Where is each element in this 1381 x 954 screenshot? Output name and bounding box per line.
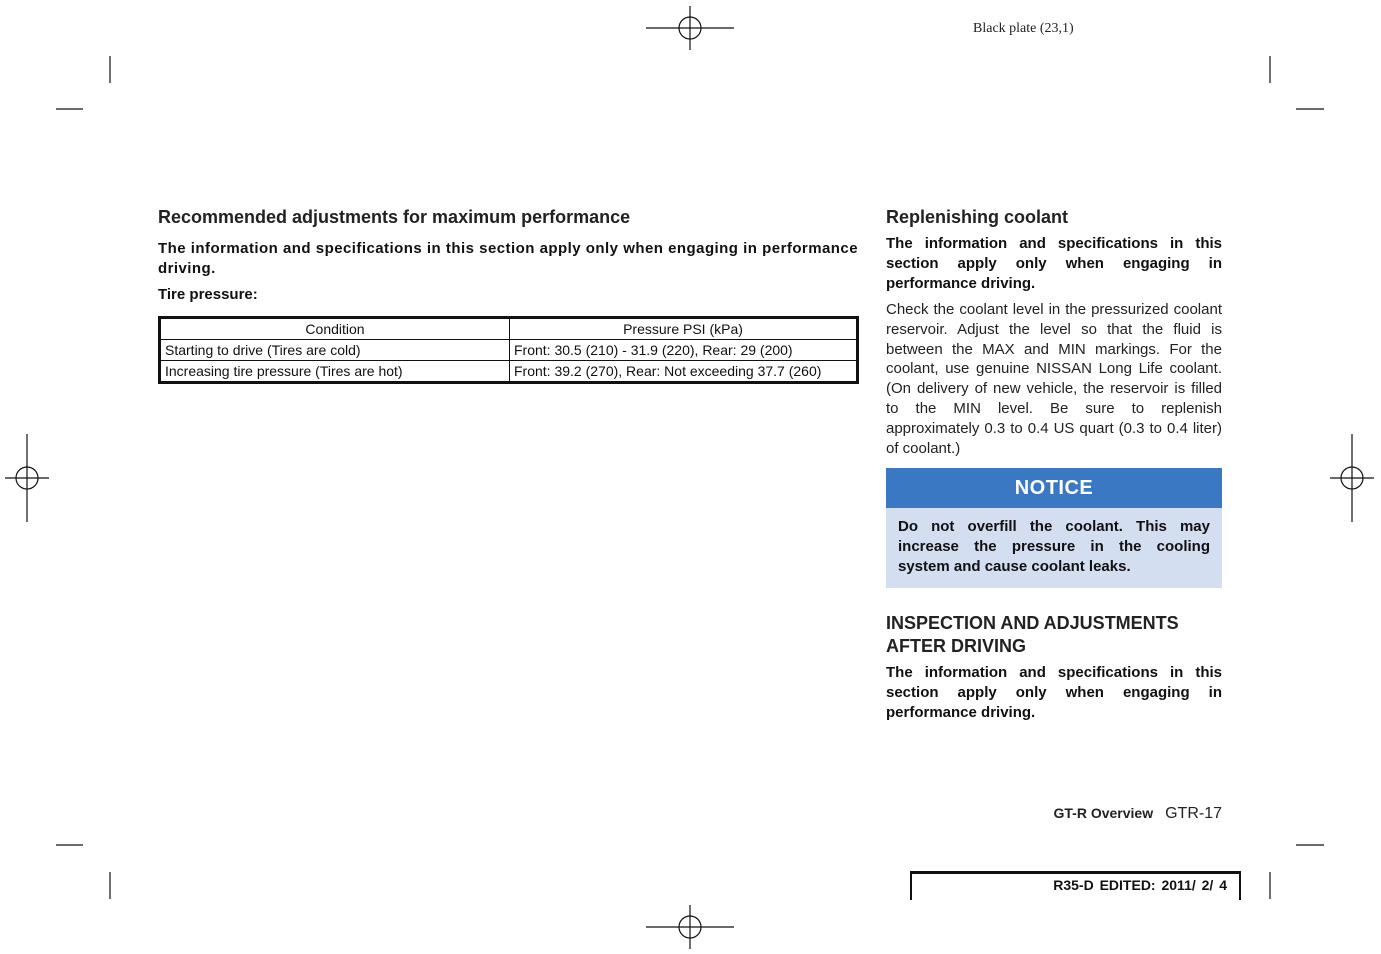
section-heading-inspection	[886, 612, 1222, 658]
table-cell: Increasing tire pressure (Tires are hot)	[160, 361, 510, 383]
registration-mark-left	[5, 434, 49, 522]
registration-mark-bottom	[646, 905, 734, 949]
registration-mark-right	[1330, 434, 1374, 522]
section-heading-coolant: Replenishing coolant	[886, 207, 1069, 227]
table-row	[160, 361, 858, 383]
table-cell: Starting to drive (Tires are cold)	[160, 340, 510, 361]
page-number: GTR-17	[1165, 805, 1222, 822]
column-header-pressure: Pressure PSI (kPa)	[510, 318, 858, 340]
tire-pressure-label: Tire pressure:	[158, 286, 258, 303]
edit-stamp-box	[910, 871, 1241, 900]
coolant-intro: The information and specifications in this section apply only when engaging in performance driving.	[886, 235, 1222, 292]
footer-section-name: GT-R Overview	[1053, 805, 1154, 821]
table-row	[160, 340, 858, 361]
table-cell: Front: 30.5 (210) - 31.9 (220), Rear: 29 (200)	[510, 340, 858, 361]
registration-mark-top	[646, 6, 734, 50]
notice-text: Do not overfill the coolant. This may increase the pressure in the cooling system and cause coolant leaks.	[898, 518, 1210, 576]
plate-label: Black plate (23,1)	[973, 21, 1074, 36]
notice-title: NOTICE	[886, 468, 1222, 508]
column-header-condition: Condition	[160, 318, 510, 340]
inspection-heading-line-1: INSPECTION AND ADJUSTMENTS	[886, 613, 1179, 634]
coolant-body-text: Check the coolant level in the pressurized coolant reservoir. Adjust the level so that the fluid is between the MAX and MIN markings. For the coolant, use genuine NISSAN Long Life coolant. (On delivery of new vehicle, the reservoir is filled to the MIN level. Be sure to replenish approximately 0.3 to 0.4 US quart (0.3 to 0.4 liter) of coolant.)	[886, 301, 1222, 457]
edit-stamp: R35-D EDITED: 2011/ 2/ 4	[1053, 877, 1227, 893]
inspection-heading-line-2: AFTER DRIVING	[886, 636, 1027, 657]
section-heading-recommended: Recommended adjustments for maximum performance	[158, 207, 631, 227]
left-column	[158, 206, 858, 384]
performance-intro: The information and specifications in this section apply only when engaging in performance driving.	[158, 240, 858, 277]
inspection-intro: The information and specifications in this section apply only when engaging in performance driving.	[886, 664, 1222, 722]
table-header-row	[160, 318, 858, 340]
tire-pressure-table	[158, 316, 859, 384]
notice-box	[886, 468, 1222, 588]
table-cell: Front: 39.2 (270), Rear: Not exceeding 37.7 (260)	[510, 361, 858, 383]
page-footer	[1054, 805, 1223, 823]
right-column	[886, 206, 1222, 723]
